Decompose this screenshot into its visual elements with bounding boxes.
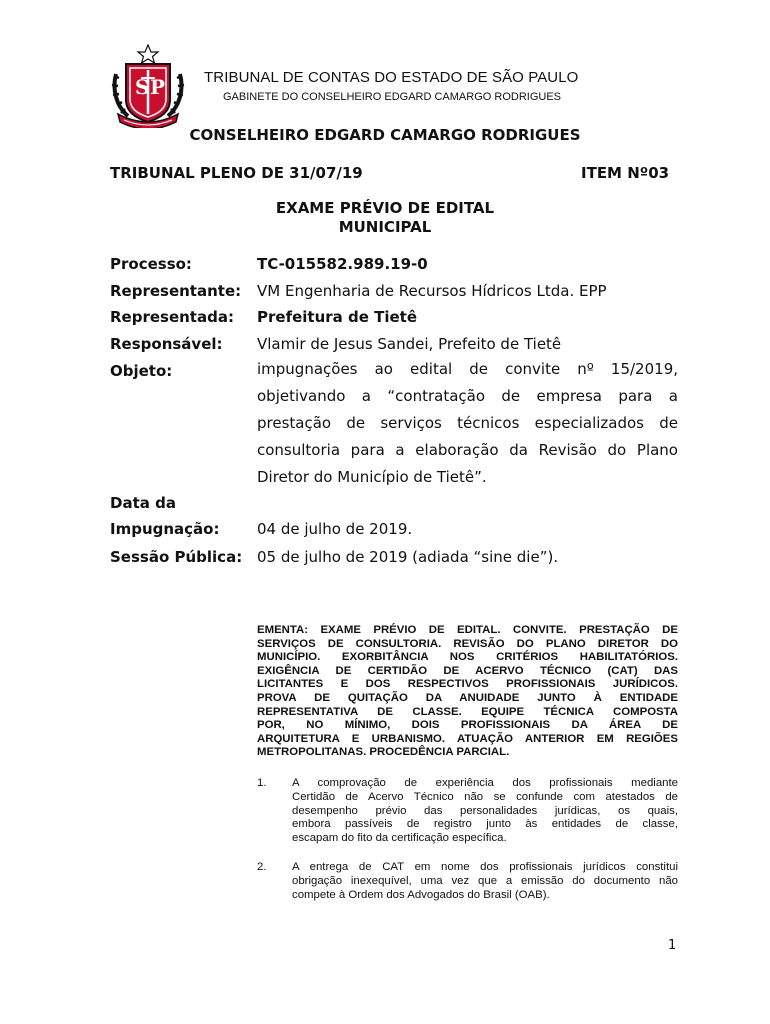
data-impugnacao-value: 04 de julho de 2019. (257, 520, 413, 538)
responsavel-label: Responsável: (110, 335, 223, 353)
ementa-line: EXIGÊNCIA DE CERTIDÃO DE ACERVO TÉCNICO (CAT) DAS (257, 664, 678, 677)
sessao-publica-value: 05 de julho de 2019 (adiada “sine die”). (257, 548, 559, 566)
svg-text:P: P (150, 75, 166, 99)
subject-line-2: MUNICIPAL (338, 218, 432, 236)
paragraph-number: 1. (257, 777, 267, 789)
objeto-line: consultoria para a elaboração da Revisão do Plano (257, 441, 678, 459)
ementa-line: POR, NO MÍNIMO, DOIS PROFISSIONAIS DA ÁREA DE (257, 719, 678, 732)
paragraph-line: desempenho prévio das personalidades jurídicas, os quais, (292, 804, 678, 817)
representante-value: VM Engenharia de Recursos Hídricos Ltda. EPP (257, 282, 607, 300)
ementa-line: METROPOLITANAS. PROCEDÊNCIA PARCIAL. (257, 746, 510, 759)
objeto-line: objetivando a “contratação de empresa para a (257, 387, 678, 405)
sessao-publica-label: Sessão Pública: (110, 548, 243, 566)
svg-text:S: S (135, 75, 150, 99)
representada-value: Prefeitura de Tietê (257, 308, 418, 326)
objeto-value (257, 356, 678, 491)
page-number: 1 (668, 938, 677, 953)
paragraph-line: obrigação inexequível, uma vez que a emissão do documento não (292, 874, 678, 887)
subject-line-1: EXAME PRÉVIO DE EDITAL (275, 199, 495, 217)
sp-coat-of-arms-icon (110, 44, 186, 128)
ementa-line: LICITANTES E DOS RESPECTIVOS PROFISSIONAIS JURÍDICOS. (257, 678, 678, 691)
processo-value: TC-015582.989.19-0 (257, 255, 428, 273)
paragraph-line: A comprovação de experiência dos profissionais mediante (292, 777, 678, 789)
session-date: TRIBUNAL PLENO DE 31/07/19 (110, 164, 363, 182)
ementa-line: SERVIÇOS DE CONSULTORIA. REVISÃO DO PLANO DIRETOR DO (257, 637, 678, 650)
paragraph-text (292, 777, 678, 846)
objeto-line: Diretor do Município de Tietê”. (257, 468, 487, 486)
paragraph-line: A entrega de CAT em nome dos profissionais jurídicos constitui (292, 861, 678, 873)
representante-label: Representante: (110, 282, 242, 300)
representada-label: Representada: (110, 308, 234, 326)
paragraph-line: embora passíveis de registro junto às entidades de classe, (292, 818, 678, 831)
subject-heading (0, 199, 770, 237)
ementa-line: EMENTA: EXAME PRÉVIO DE EDITAL. CONVITE. PRESTAÇÃO DE (257, 624, 678, 636)
paragraph-line: escapam do fito da certificação específica. (292, 832, 507, 845)
institution-name: TRIBUNAL DE CONTAS DO ESTADO DE SÃO PAULO (204, 69, 579, 86)
ementa-block (257, 624, 678, 760)
councillor-heading: CONSELHEIRO EDGARD CAMARGO RODRIGUES (189, 126, 581, 144)
data-impugnacao-label-1: Data da (110, 494, 176, 512)
processo-label: Processo: (110, 255, 192, 273)
paragraph-number: 2. (257, 861, 267, 873)
ementa-line: MUNICÍPIO. EXORBITÂNCIA NOS CRITÉRIOS HABILITATÓRIOS. (257, 651, 678, 664)
paragraph-line: Certidão de Acervo Técnico não se confunde com atestados de (292, 790, 678, 803)
paragraph-line: compete à Ordem dos Advogados do Brasil (OAB). (292, 888, 550, 901)
ementa-line: PROVA DE QUITAÇÃO DA ANUIDADE JUNTO À ENTIDADE (257, 691, 678, 704)
paragraph-text (292, 861, 678, 902)
objeto-line: prestação de serviços técnicos especializados de (257, 414, 678, 432)
ementa-line: ARQUITETURA E URBANISMO. ATUAÇÃO ANTERIOR EM REGIÕES (257, 732, 678, 745)
objeto-line: impugnações ao edital de convite nº 15/2019, (257, 360, 678, 378)
objeto-label: Objeto: (110, 362, 173, 380)
office-name: GABINETE DO CONSELHEIRO EDGARD CAMARGO RODRIGUES (223, 91, 561, 103)
data-impugnacao-label-2: Impugnação: (110, 520, 220, 538)
item-number: ITEM Nº03 (581, 164, 670, 182)
ementa-line: REPRESENTATIVA DE CLASSE. EQUIPE TÉCNICA COMPOSTA (257, 705, 678, 718)
responsavel-value: Vlamir de Jesus Sandei, Prefeito de Tietê (257, 335, 562, 353)
